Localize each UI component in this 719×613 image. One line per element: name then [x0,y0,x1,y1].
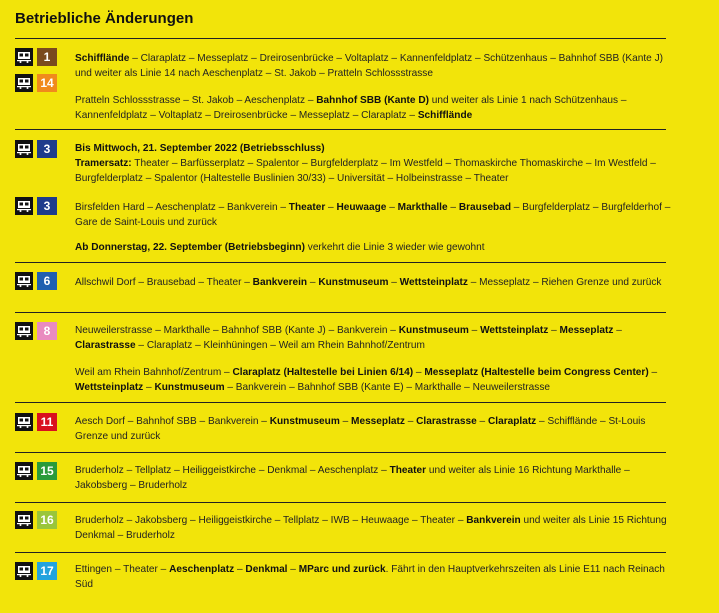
badge-group [15,197,71,223]
line-badge [15,511,71,529]
tram-icon [15,322,33,340]
stop-highlight: Messeplatz [351,416,405,427]
line-badge [15,462,71,480]
line-badge [15,413,71,431]
badge-group [15,272,71,298]
route-segment: – [476,416,488,427]
tram-icon [15,140,33,158]
route-text [75,240,675,255]
badge-group [15,511,71,537]
line-number: 6 [37,272,57,290]
route-segment: Weil am Rhein Bahnhof/Zentrum – [75,367,233,378]
tram-icon [15,562,33,580]
route-text [75,365,675,395]
route-text [75,200,675,230]
stop-highlight: Markthalle [397,202,448,213]
section-divider [15,502,666,503]
stop-highlight: Schifflände [417,110,473,121]
line-badge [15,74,71,92]
tram-icon [15,197,33,215]
route-segment: Theater – Barfüsserplatz – Spalentor – Burgfelderplatz – Im Westfeld – Thomaskirche Thomaskirche – Im Westfeld – Burgfelderplatz – Spalentor (Haltestelle Buslinien 30/33) – Universität – Holbeinstrasse – Theater [75,158,656,184]
route-segment: – Bankverein – Bahnhof SBB (Kante E) – Markthalle – Neuweilerstrasse [224,382,550,393]
route-segment: – [388,277,400,288]
stop-highlight: Heuwaage [336,202,387,213]
route-segment: – [648,367,658,378]
stop-highlight: Theater [288,202,326,213]
line-badge [15,562,71,580]
stop-highlight: Kunstmuseum [269,416,340,427]
route-segment: und weiter als Linie 16 Richtung Markthalle – Jakobsberg – Bruderholz [75,465,630,491]
route-segment: – Burgfelderplatz – Burgfelderhof – Gare de Saint-Louis und zurück [75,202,671,228]
section-divider [15,552,666,553]
stop-highlight: Claraplatz [487,416,537,427]
route-text [75,414,675,444]
badge-group [15,140,71,166]
stop-highlight: Ab Donnerstag, 22. September (Betriebsbeginn) [75,242,305,253]
route-segment: Birsfelden Hard – Aeschenplatz – Bankverein – [75,202,289,213]
line-badge [15,197,71,215]
stop-highlight: Theater [389,465,427,476]
badge-group [15,562,71,588]
tram-icon [15,272,33,290]
route-segment: verkehrt die Linie 3 wieder wie gewohnt [304,242,485,253]
line-number: 1 [37,48,57,66]
line-number: 3 [37,140,57,158]
route-text [75,323,675,353]
tram-icon [15,511,33,529]
stop-highlight: Brausebad [458,202,511,213]
stop-highlight: Clarastrasse [75,340,136,351]
line-badge [15,322,71,340]
stop-highlight: Kunstmuseum [154,382,225,393]
badge-group [15,322,71,348]
stop-highlight: Kunstmuseum [398,325,469,336]
route-segment: – [413,367,425,378]
stop-highlight: MParc und zurück [298,564,386,575]
line-number: 14 [37,74,57,92]
line-badge [15,48,71,66]
badge-group [15,413,71,439]
route-segment: – [143,382,155,393]
route-segment: – [307,277,319,288]
stop-highlight: Messeplatz (Haltestelle beim Congress Center) [424,367,649,378]
stop-highlight: Bankverein [466,515,521,526]
line-badge [15,272,71,290]
line-number: 15 [37,462,57,480]
stop-highlight: Wettsteinplatz [480,325,549,336]
route-segment: – [386,202,398,213]
route-segment: Bruderholz – Tellplatz – Heiliggeistkirche – Denkmal – Aeschenplatz – [75,465,390,476]
stop-highlight: Wettsteinplatz [75,382,144,393]
route-segment: – Schifflände – St-Louis Grenze und zurück [75,416,646,442]
stop-highlight: Bankverein [252,277,308,288]
route-segment: Ettingen – Theater – [75,564,170,575]
line-badge [15,140,71,158]
stop-highlight: Bahnhof SBB (Kante D) [316,95,429,106]
line-number: 3 [37,197,57,215]
stop-highlight: Kunstmuseum [318,277,389,288]
route-segment: – Claraplatz – Messeplatz – Dreirosenbrücke – Voltaplatz – Kannenfeldplatz – Schützenhaus – Bahnhof SBB (Kante J) und weiter als Linie 14 nach Aeschenplatz – St. Jakob – Pratteln Schlossstrasse [75,53,664,79]
tram-icon [15,413,33,431]
section-divider [15,452,666,453]
section-divider [15,312,666,313]
route-segment: – [613,325,622,336]
route-segment: Aesch Dorf – Bahnhof SBB – Bankverein – [75,416,270,427]
route-text [75,93,675,123]
stop-highlight: Tramersatz: [75,158,132,169]
route-segment: – [339,416,352,427]
line-number: 16 [37,511,57,529]
line-number: 17 [37,562,57,580]
tram-icon [15,48,33,66]
route-segment: – [234,564,246,575]
route-segment: und weiter als Linie 1 nach Schützenhaus – Kannenfeldplatz – Voltaplatz – Dreirosenbrücke – Messeplatz – Claraplatz – [75,95,627,121]
route-segment: Allschwil Dorf – Brausebad – Theater – [75,277,253,288]
section-divider [15,129,666,130]
route-segment: – Messeplatz – Riehen Grenze und zurück [467,277,662,288]
route-text [75,275,675,290]
route-segment: – [548,325,560,336]
route-text [75,562,675,592]
stop-highlight: Messeplatz [559,325,614,336]
route-segment: Pratteln Schlossstrasse – St. Jakob – Aeschenplatz – [75,95,317,106]
route-text [75,513,675,543]
route-segment: und weiter als Linie 15 Richtung Denkmal – Bruderholz [75,515,667,541]
route-segment: . Fährt in den Hauptverkehrszeiten als Linie E11 nach Reinach Süd [75,564,665,590]
route-segment: Bruderholz – Jakobsberg – Heiliggeistkirche – Tellplatz – IWB – Heuwaage – Theater – [75,515,467,526]
route-segment: Neuweilerstrasse – Markthalle – Bahnhof SBB (Kante J) – Bankverein – [75,325,399,336]
route-segment: – Claraplatz – Kleinhüningen – Weil am Rhein Bahnhof/Zentrum [135,340,425,351]
route-segment: – [468,325,481,336]
route-text [75,51,675,81]
section-divider [15,262,666,263]
line-number: 8 [37,322,57,340]
tram-icon [15,462,33,480]
badge-group [15,48,71,100]
stop-highlight: Clarastrasse [416,416,477,427]
section-divider [15,38,666,39]
section-divider [15,402,666,403]
route-text [75,463,675,493]
stop-highlight: Denkmal [245,564,288,575]
route-segment: – [325,202,337,213]
page-title: Betriebliche Änderungen [15,10,194,27]
route-segment: – [287,564,299,575]
badge-group [15,462,71,488]
stop-highlight: Wettsteinplatz [399,277,468,288]
line-number: 11 [37,413,57,431]
route-text [75,141,675,186]
stop-highlight: Bis Mittwoch, 21. September 2022 (Betriebsschluss) [75,143,325,154]
route-segment: – [404,416,417,427]
stop-highlight: Schifflände [75,53,130,64]
route-segment: – [447,202,459,213]
stop-highlight: Aeschenplatz [169,564,235,575]
tram-icon [15,74,33,92]
stop-highlight: Claraplatz (Haltestelle bei Linien 6/14) [232,367,414,378]
